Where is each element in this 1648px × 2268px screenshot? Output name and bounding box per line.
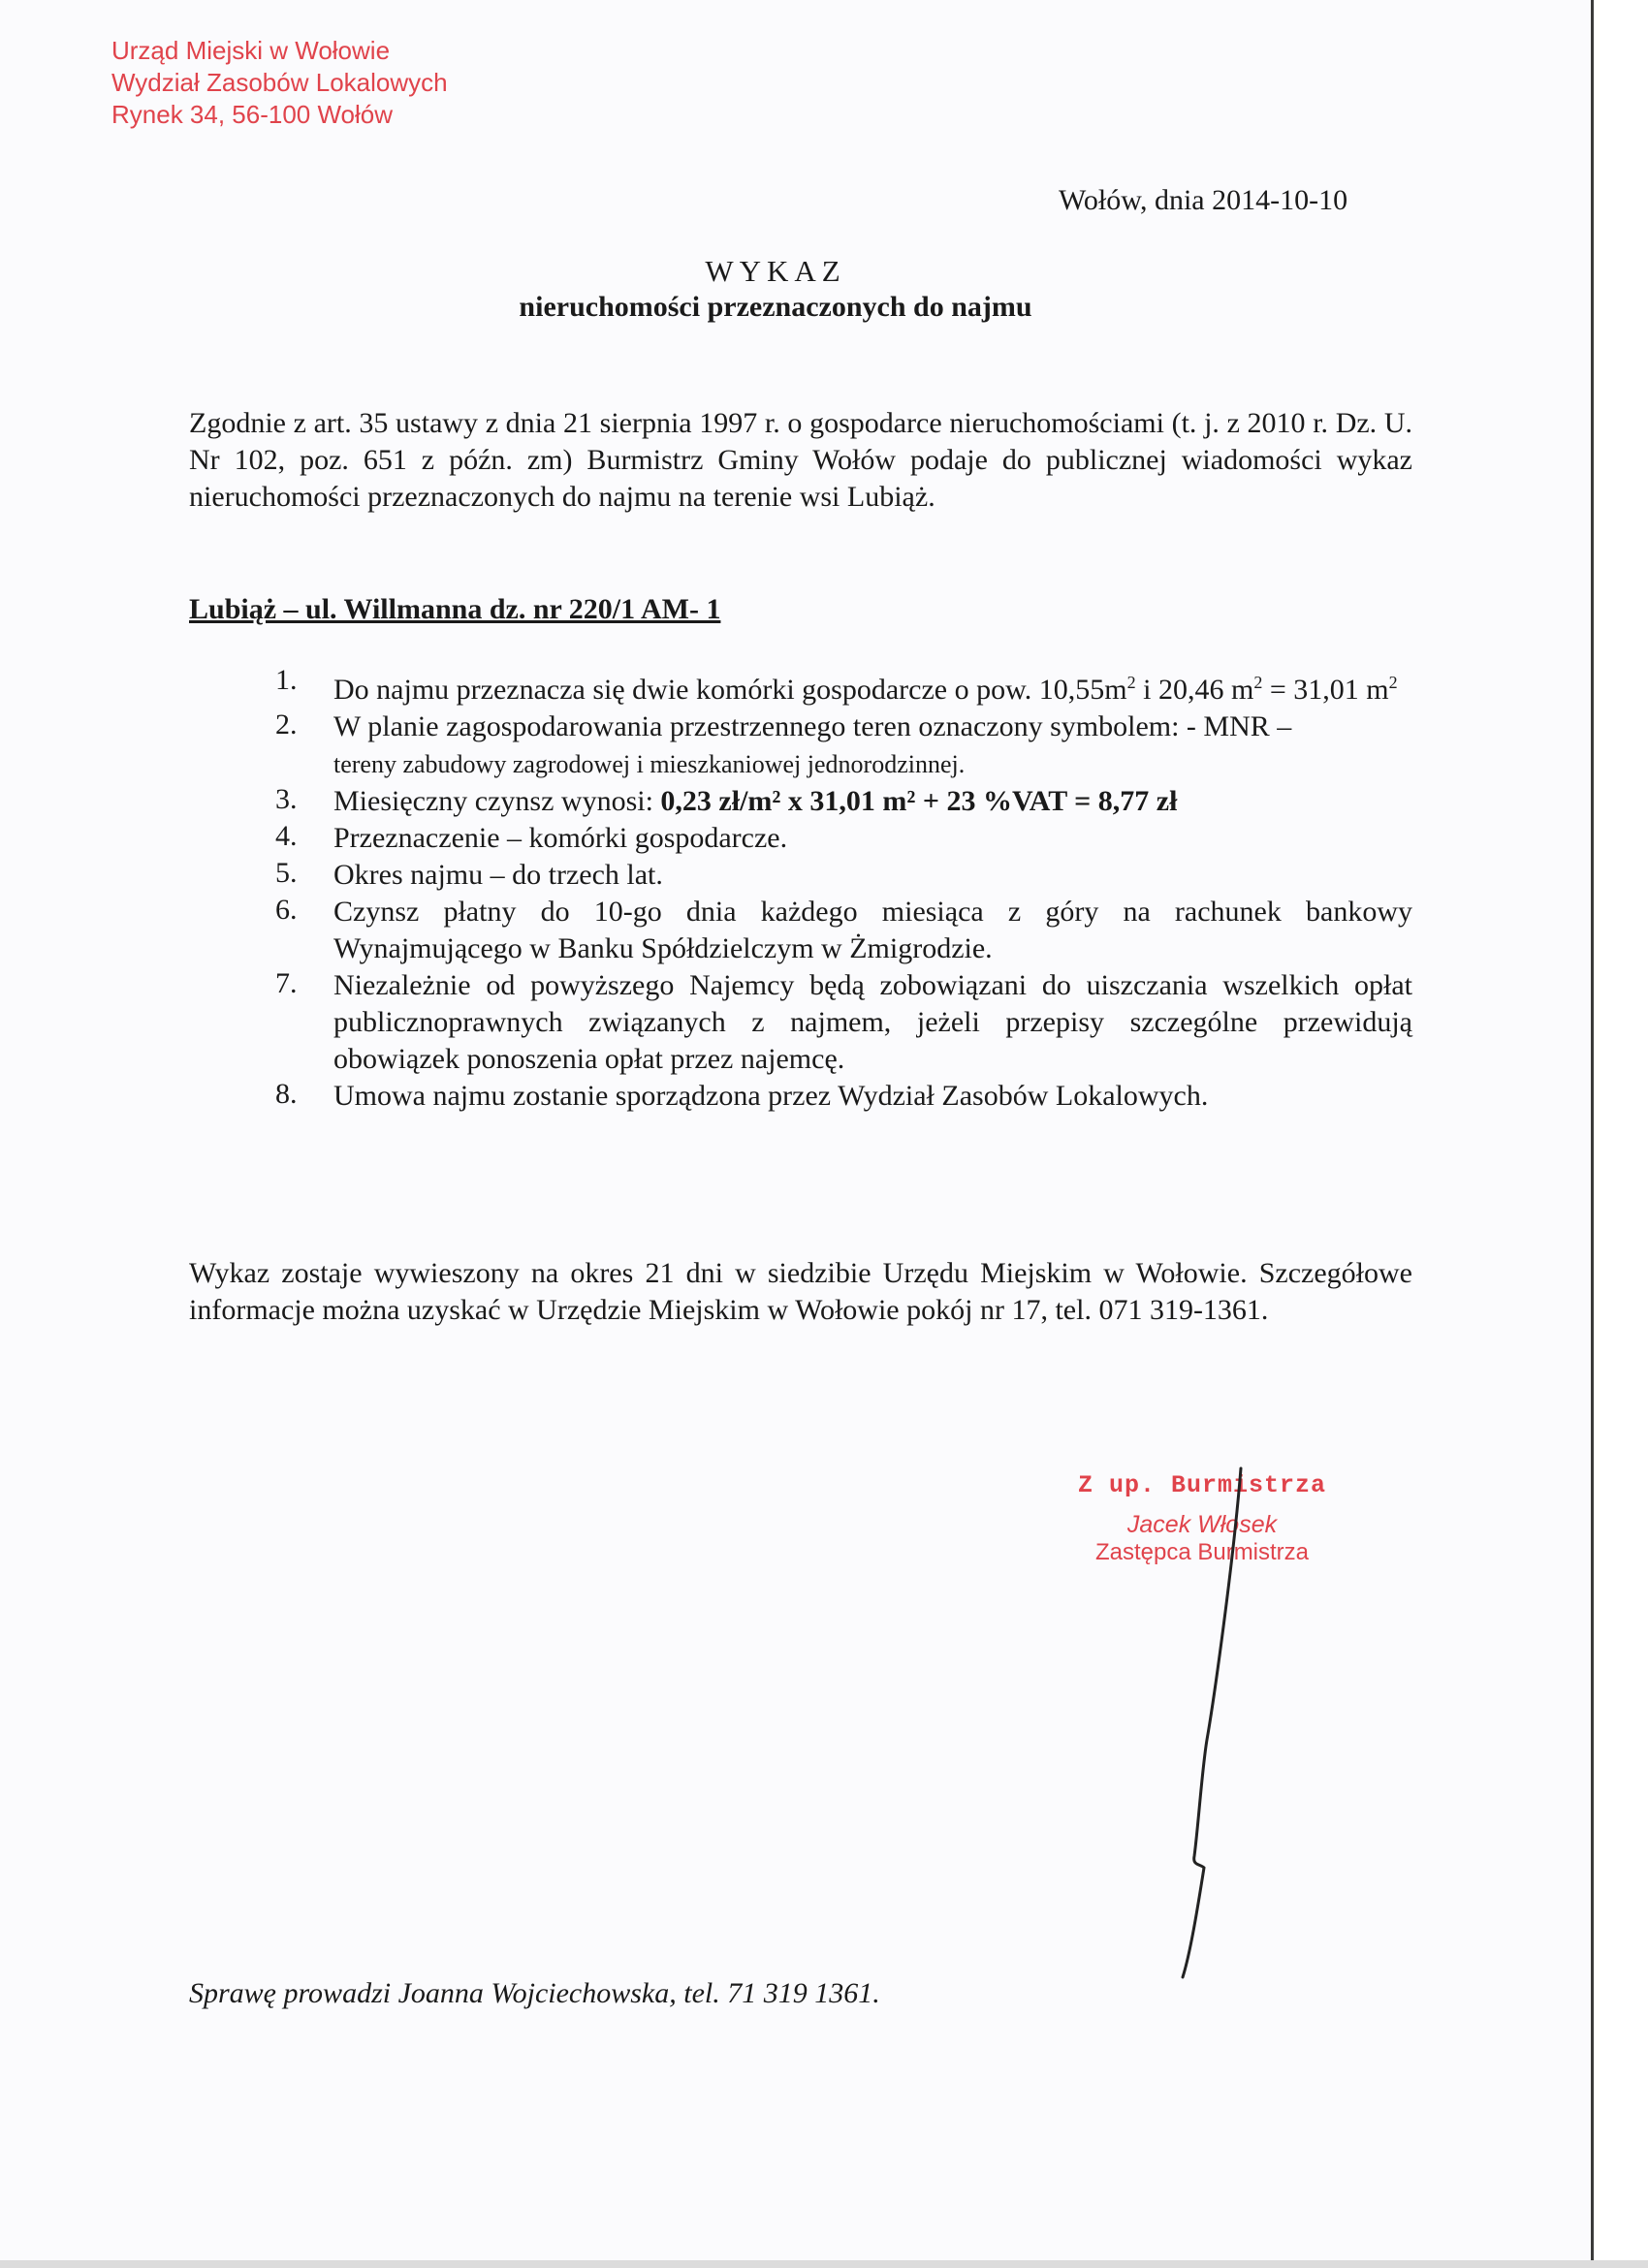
document-subtitle: nieruchomości przeznaczonych do najmu	[519, 291, 1032, 323]
item-text: Przeznaczenie – komórki gospodarcze.	[333, 822, 788, 854]
list-item	[275, 709, 1412, 783]
signature-stamp-line3: Zastępca Burmistrza	[1094, 1539, 1310, 1565]
item-number: 3.	[275, 783, 298, 815]
item-number: 2.	[275, 709, 298, 740]
contact-footer: Sprawę prowadzi Joanna Wojciechowska, tel. 71 319 1361.	[189, 1977, 880, 2009]
scan-bottom-edge	[0, 2260, 1648, 2268]
office-stamp	[111, 35, 448, 131]
closing-paragraph: Wykaz zostaje wywieszony na okres 21 dni w siedzibie Urzędu Miejskim w Wołowie. Szczegółowe informacje można uzyskać w Urzędzie Miejskim w Wołowie pokój nr 17, tel. 071 319-1361.	[189, 1257, 1412, 1326]
list-item	[275, 1078, 1412, 1115]
list-item	[275, 857, 1412, 894]
item-number: 4.	[275, 820, 298, 852]
property-heading: Lubiąż – ul. Willmanna dz. nr 220/1 AM- 1	[189, 593, 721, 625]
office-stamp-line1: Urząd Miejski w Wołowie	[111, 36, 391, 65]
office-stamp-line2: Wydział Zasobów Lokalowych	[111, 68, 448, 97]
handwritten-signature	[1105, 1449, 1260, 1992]
item-text: Umowa najmu zostanie sporządzona przez Wydział Zasobów Lokalowych.	[333, 1080, 1209, 1112]
item-text: Do najmu przeznacza się dwie komórki gospodarcze o pow. $10,55m^2$ i 20,46 $m^2 = 31,01$ $m^2$	[333, 673, 1398, 706]
item-text: W planie zagospodarowania przestrzennego teren oznaczony symbolem: - MNR – tereny zabudowy zagrodowej i mieszkaniowej jednorodzinnej.	[333, 710, 1292, 778]
signature-stamp-line2: Jacek Włosek	[1126, 1511, 1278, 1538]
date-line: Wołów, dnia 2014-10-10	[1059, 184, 1348, 216]
list-item	[275, 783, 1412, 820]
item-number: 7.	[275, 967, 298, 999]
item-number: 8.	[275, 1078, 298, 1110]
list-item	[275, 820, 1412, 857]
item-number: 5.	[275, 857, 298, 889]
rent-calculation: 0,23 zł/m² x 31,01 m² + 23 %VAT = 8,77 zł	[660, 785, 1178, 817]
signature-stamp-line1: Z up. Burmistrza	[1077, 1471, 1327, 1499]
item-number: 6.	[275, 894, 298, 926]
office-stamp-line3: Rynek 34, 56-100 Wołów	[111, 100, 394, 129]
scan-margin	[1594, 0, 1648, 2268]
document-title: WYKAZ	[705, 254, 846, 288]
terms-list	[275, 664, 1412, 1115]
item-text: Czynsz płatny do 10-go dnia każdego miesiąca z góry na rachunek bankowy Wynajmującego w Banku Spółdzielczym w Żmigrodzie.	[333, 896, 1412, 964]
list-item	[275, 967, 1412, 1078]
item-text: Niezależnie od powyższego Najemcy będą zobowiązani do uiszczania wszelkich opłat publicznoprawnych związanych z najmem, jeżeli przepisy szczególne przewidują obowiązek ponoszenia opłat przez najemcę.	[333, 969, 1412, 1075]
list-item	[275, 664, 1412, 709]
intro-paragraph: Zgodnie z art. 35 ustawy z dnia 21 sierpnia 1997 r. o gospodarce nieruchomościami (t. j. z 2010 r. Dz. U. Nr 102, poz. 651 z późn. zm) Burmistrz Gminy Wołów podaje do publicznej wiadomości wykaz nieruchomości przeznaczonych do najmu na terenie wsi Lubiąż.	[189, 407, 1412, 513]
list-item	[275, 894, 1412, 967]
item-number: 1.	[275, 664, 298, 696]
item-text: Okres najmu – do trzech lat.	[333, 859, 663, 891]
item-text: Miesięczny czynsz wynosi: 0,23 zł/m² x 31,01 m² + 23 %VAT = 8,77 zł	[333, 785, 1178, 817]
